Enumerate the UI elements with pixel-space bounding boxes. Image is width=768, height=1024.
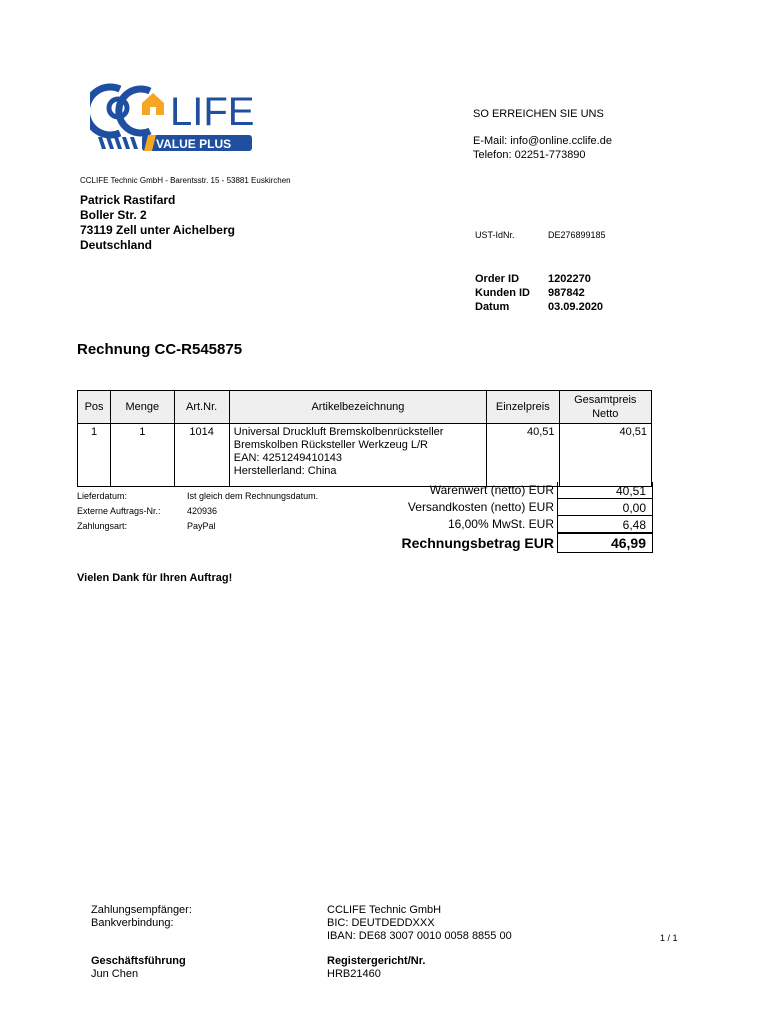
order-id-value: 1202270 [548,273,591,285]
payee-label: Zahlungsempfänger: [91,904,192,916]
thanks-message: Vielen Dank für Ihren Auftrag! [77,572,233,584]
external-order-value: 420936 [187,506,218,516]
row-menge: 1 [111,424,174,487]
contact-phone: Telefon: 02251-773890 [473,149,586,161]
row-desc-line2: Bremskolben Rücksteller Werkzeug L/R [233,439,428,451]
row-desc-ean: EAN: 4251249410143 [233,452,343,464]
recipient-street: Boller Str. 2 [80,208,147,222]
mwst-value: 6,48 [622,518,646,532]
recipient-country: Deutschland [80,238,153,252]
payment-method-value: PayPal [187,521,216,531]
order-info-values [548,272,603,314]
details-values [187,489,318,534]
row-artnr: 1014 [174,424,229,487]
warenwert-label: Warenwert (netto) EUR [429,483,554,497]
delivery-date-value: Ist gleich dem Rechnungsdatum. [187,491,319,501]
row-gesamtpreis: 40,51 [559,424,652,487]
details-labels [77,489,161,534]
customer-id-value: 987842 [548,287,585,299]
management-label: Geschäftsführung [91,955,186,967]
row-einzelpreis: 40,51 [487,424,559,487]
warenwert-value: 40,51 [615,484,646,498]
svg-text:LIFE: LIFE [170,90,255,134]
management-value: Jun Chen [91,968,139,980]
vat-label: UST-IdNr. [475,230,515,240]
register-label: Registergericht/Nr. [327,955,426,967]
footer-management [91,955,186,981]
customer-id-label: Kunden ID [475,287,530,299]
recipient-city: 73119 Zell unter Aichelberg [80,223,235,237]
row-description [229,424,486,487]
bank-label: Bankverbindung: [91,917,174,929]
date-label: Datum [475,301,510,313]
contact-email: E-Mail: info@online.cclife.de [473,135,612,147]
bank-bic: BIC: DEUTDEDDXXX [327,917,435,929]
payment-method-label: Zahlungsart: [77,521,128,531]
versand-label: Versandkosten (netto) EUR [407,500,554,514]
row-desc-line1: Universal Druckluft Bremskolbenrücksteller [233,426,444,438]
footer-bank-values [327,904,512,943]
recipient-name: Patrick Rastifard [80,193,176,207]
footer-register [327,955,425,981]
date-value: 03.09.2020 [548,301,604,313]
mwst-label: 16,00% MwSt. EUR [447,517,554,531]
summe-value: 46,99 [610,535,646,551]
vat-value: DE276899185 [548,230,606,240]
recipient-address [80,193,235,253]
company-logo [90,83,255,153]
sender-line: CCLIFE Technic GmbH - Barentsstr. 15 - 53881 Euskirchen [80,176,291,185]
row-desc-origin: Herstellerland: China [233,465,337,477]
items-table [77,390,652,487]
register-value: HRB21460 [327,968,381,980]
col-pos: Pos [78,391,111,424]
col-menge: Menge [111,391,174,424]
page-number: 1 / 1 [660,933,678,943]
order-id-label: Order ID [475,273,520,285]
row-pos: 1 [78,424,111,487]
table-row [78,424,652,487]
col-bezeichnung: Artikelbezeichnung [229,391,486,424]
col-einzelpreis: Einzelpreis [487,391,559,424]
col-artnr: Art.Nr. [174,391,229,424]
versand-value: 0,00 [622,501,646,515]
footer-bank-labels [91,904,192,930]
svg-text:VALUE PLUS: VALUE PLUS [156,137,232,151]
contact-block [473,107,612,162]
col-gesamtpreis-line2: Netto [592,408,619,420]
col-gesamtpreis-line1: Gesamtpreis [574,394,637,406]
external-order-label: Externe Auftrags-Nr.: [77,506,161,516]
table-header-row [78,391,652,424]
col-gesamtpreis [559,391,652,424]
invoice-title: Rechnung CC-R545875 [77,341,243,358]
bank-iban: IBAN: DE68 3007 0010 0058 8855 00 [327,930,512,942]
cclife-logo-graphic [90,83,255,153]
delivery-date-label: Lieferdatum: [77,491,128,501]
order-info-labels [475,272,530,314]
summe-label: Rechnungsbetrag EUR [401,535,554,551]
payee-company: CCLIFE Technic GmbH [327,904,442,916]
contact-heading: SO ERREICHEN SIE UNS [473,108,604,120]
